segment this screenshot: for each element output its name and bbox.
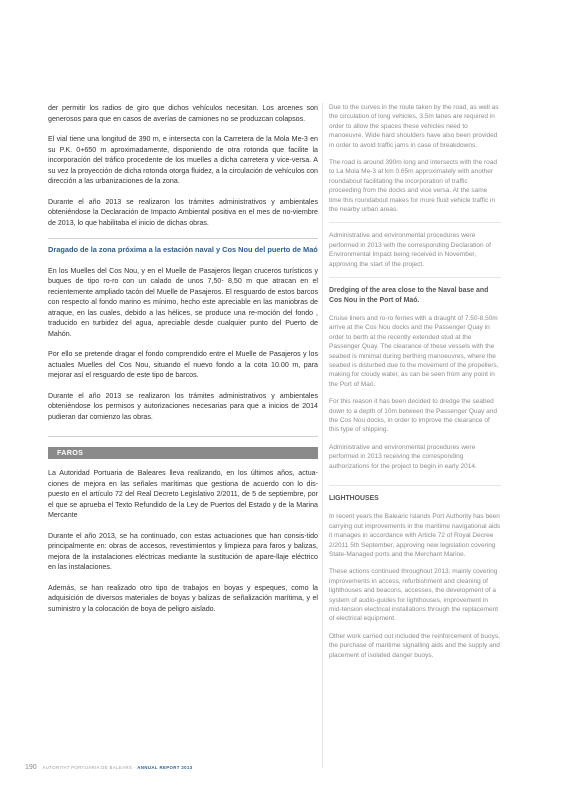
section-heading-dredging: Dredging of the area close to the Naval base and Cos Nou in the Port of Maó. [329,287,489,304]
paragraph: El vial tiene una longitud de 390 m, e intersecta con la Carretera de la Mola Me-3 en su P.K. 0+650 m aproximadamente, disponiendo de otra rotonda que facilite la incorporación del tráfico procedente de los muelles a dicha carretera y vice-versa. A su vez la proyección de dicha rotonda otorga fluidez, a la circulación de vehículos con dirección a las urbanizaciones de la zona. [48,135,318,185]
divider [329,277,501,278]
divider [329,222,501,223]
page-footer [25,764,193,771]
paragraph: Administrative and environmental procedures were performed in 2013 receiving the corresponding authorizations for the project to begin in early 2014. [329,443,477,470]
paragraph: Due to the curves in the route taken by the road, as well as the circulation of long vehicles, 3.5m lanes are required in order to allow the spaces these vehicles need to manoeuvre. Wide hard shoulders have also been provided in order to avoid traffic jams in case of breakdowns. [329,104,499,149]
paragraph: In recent years the Balearic Islands Port Authority has been carrying out improvements in the maritime navigational aids it manages in accordance with Article 72 of Royal Decree 2/2011 5th September, approving new legislation covering State-Managed ports and the Merchant Marine. [329,513,501,559]
section-bar-faros: FAROS [48,447,318,459]
paragraph: Durante el año 2013 se realizaron los trámites administrativos y ambientales obteniéndose los permisos y autorizaciones necesarias para que a inicios de 2014 pudieran dar comienzo las obras. [48,391,318,421]
paragraph: Administrative and environmental procedures were performed in 2013 with the corresponding Declaration of Environmental Impact being received in November, approving the start of the project. [329,232,491,268]
paragraph: En los Muelles del Cos Nou, y en el Muelle de Pasajeros llegan cruceros turísticos y buques de tipo ro-ro con un calado de unos 7,50- 8,50 m que atracan en el recientemente ampliado tacón del Muelle de Pasajeros. El resguardo de estos barcos con respecto al fondo marino es mínimo, hecho este apreciable en las maniobras de atraque, en las cuales, debido a las hélices, se produce una re-moción del fondo , traducido en turbidez del agua, apreciable desde cualquier punto del Puerto de Mahón. [48,266,318,338]
paragraph: Además, se han realizado otro tipo de trabajos en boyas y espeques, como la adquisición de diversos materiales de boyas y balizas de señalización marítima, y el suministro y la colocación de boya de peligro aislado. [48,583,318,613]
paragraph: La Autoridad Portuaria de Baleares lleva realizando, en los últimos años, actua-ciones de mejora en las señales marítimas que gestiona de acuerdo con lo dis-puesto en el artículo 72 del Real Decreto Legislativo 2/2011, de 5 de septiembre, por el que se aprueba el Texto Refundido de la Ley de Puertos del Estado y de la Marina Mercante [48,469,318,519]
divider [329,485,501,486]
column-divider [322,103,323,768]
paragraph: Other work carried out included the reinforcement of buoys, the purchase of maritime signalling aids and the supply and placement of isolated danger buoys. [329,632,500,659]
report-title: ANNUAL REPORT 2013 [137,765,193,770]
english-column [329,103,501,668]
paragraph: The road is around 390m long and intersects with the road to La Mola Me-3 at km 0.65m approximately with another roundabout facilitating the incorporation of traffic proceeding from the docks and vice versa. At the same time this roundabout makes for more fluid vehicle traffic in the nearby urban areas. [329,159,498,214]
paragraph: der permitir los radios de giro que dichos vehículos necesitan. Los arcenes son generosos para que en casos de averías de camiones no se produzcan colapsos. [48,104,318,123]
paragraph: Durante el año 2013 se realizaron los trámites administrativos y ambientales obteniéndose la Declaración de Impacto Ambiental positiva en el mes de no-viembre de 2013, lo que habilitaba el inicio de dichas obras. [48,197,318,227]
section-divider [48,436,318,437]
section-heading-dragado: Dragado de la zona próxima a la estación naval y Cos Nou del puerto de Maó [48,245,318,254]
paragraph: These actions continued throughout 2013, mainly covering improvements in access, refurbishment and cleaning of lighthouses and beacons, accesses, the development of a system of audio-guides for lighthouses, improvement in mid-tension electrical installations through the replacement of electrical equipment. [329,568,499,623]
section-heading-lighthouses: LIGHTHOUSES [329,495,379,502]
spanish-column [48,103,318,624]
page-number: 190 [25,764,37,771]
paragraph: Durante el año 2013, se ha continuado, con estas actuaciones que han consis-tido principalmente en: obras de accesos, revestimientos y limpieza para faros y balizas, mejora de la instalaciones eléctricas mediante la sustitución de apare-llaje eléctrico en las instalaciones. [48,531,318,571]
paragraph: For this reason it has been decided to dredge the seabed down to a depth of 10m between the Passenger Quay and the Cos Nou docks, in order to improve the clearance of this type of shipping. [329,398,498,434]
publisher-name: AUTORITAT PORTUÀRIA DE BALEARS · [42,765,136,770]
paragraph: Cruise liners and ro-ro ferries with a draught of 7.50-8.50m arrive at the Cos Nou docks and the Passenger Quay in order to berth at the recently extended stud at the Passenger Quay. The clearance of these vessels with the seabed is minimal during berthing manoeuvres, where the seabed is disturbed due to the movement of the propellers, making for cloudy water, as can be seen from any point in the Port of Maó. [329,314,499,388]
section-divider [48,238,318,239]
paragraph: Por ello se pretende dragar el fondo comprendido entre el Muelle de Pasajeros y los actuales Muelles del Cos Nou, situando el nuevo fondo a la cota 10.00 m, para mejorar así el resguardo de este tipo de barcos. [48,350,318,379]
